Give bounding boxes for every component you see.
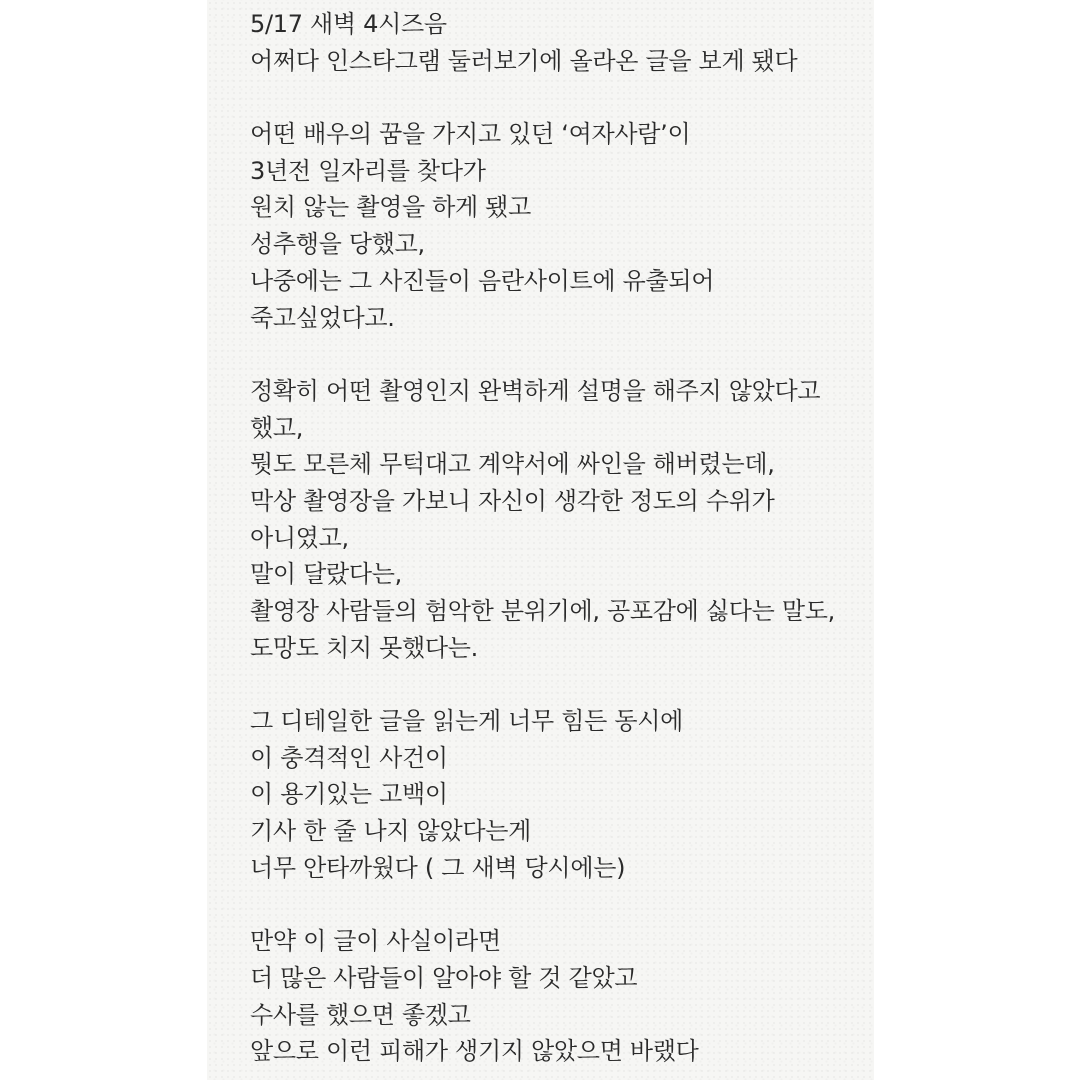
paragraph-break xyxy=(250,666,865,703)
text-line: 아니였고, xyxy=(250,523,349,552)
text-line: 앞으로 이런 피해가 생기지 않았으면 바랬다 xyxy=(250,1037,699,1066)
text-line: 죽고싶었다고. xyxy=(250,303,395,332)
text-line: 도망도 치지 못했다는. xyxy=(250,633,478,662)
text-line: 어떤 배우의 꿈을 가지고 있던 ‘여자사람’이 xyxy=(250,120,691,149)
text-line: 수사를 했으면 좋겠고 xyxy=(250,1000,471,1029)
text-line: 어쩌다 인스타그램 둘러보기에 올라온 글을 보게 됐다 xyxy=(250,46,798,75)
text-line: 했고, xyxy=(250,413,304,442)
text-line: 막상 촬영장을 가보니 자신이 생각한 정도의 수위가 xyxy=(250,486,775,515)
text-line: 3년전 일자리를 찾다가 xyxy=(250,156,486,185)
text-line: 이 충격적인 사건이 xyxy=(250,743,448,772)
text-line: 뭣도 모른체 무턱대고 계약서에 싸인을 해버렸는데, xyxy=(250,450,775,479)
text-line: 성추행을 당했고, xyxy=(250,230,425,259)
text-line: 너무 안타까웠다 ( 그 새벽 당시에는) xyxy=(250,853,626,882)
text-line: 그 디테일한 글을 읽는게 너무 힘든 동시에 xyxy=(250,707,684,736)
text-line: 5/17 새벽 4시즈음 xyxy=(250,10,447,38)
text-line: 나중에는 그 사진들이 음란사이트에 유출되어 xyxy=(250,266,715,295)
paragraph-break xyxy=(250,887,865,924)
paragraph-break xyxy=(250,336,865,373)
text-line: 촬영장 사람들의 험악한 분위기에, 공포감에 싫다는 말도, xyxy=(250,597,835,625)
text-line: 더 많은 사람들이 알아야 할 것 같았고 xyxy=(250,963,638,992)
text-line: 말이 달랐다는, xyxy=(250,560,402,589)
text-line: 기사 한 줄 나지 않았다는게 xyxy=(250,817,532,846)
paper-background xyxy=(207,0,874,1080)
note-text xyxy=(250,6,865,1070)
paragraph-break xyxy=(250,79,865,116)
text-line: 만약 이 글이 사실이라면 xyxy=(250,927,501,956)
text-line: 이 용기있는 고백이 xyxy=(250,780,448,809)
text-line: 정확히 어떤 촬영인지 완벽하게 설명을 해주지 않았다고 xyxy=(250,376,821,405)
text-line: 원치 않는 촬영을 하게 됐고 xyxy=(250,193,532,222)
